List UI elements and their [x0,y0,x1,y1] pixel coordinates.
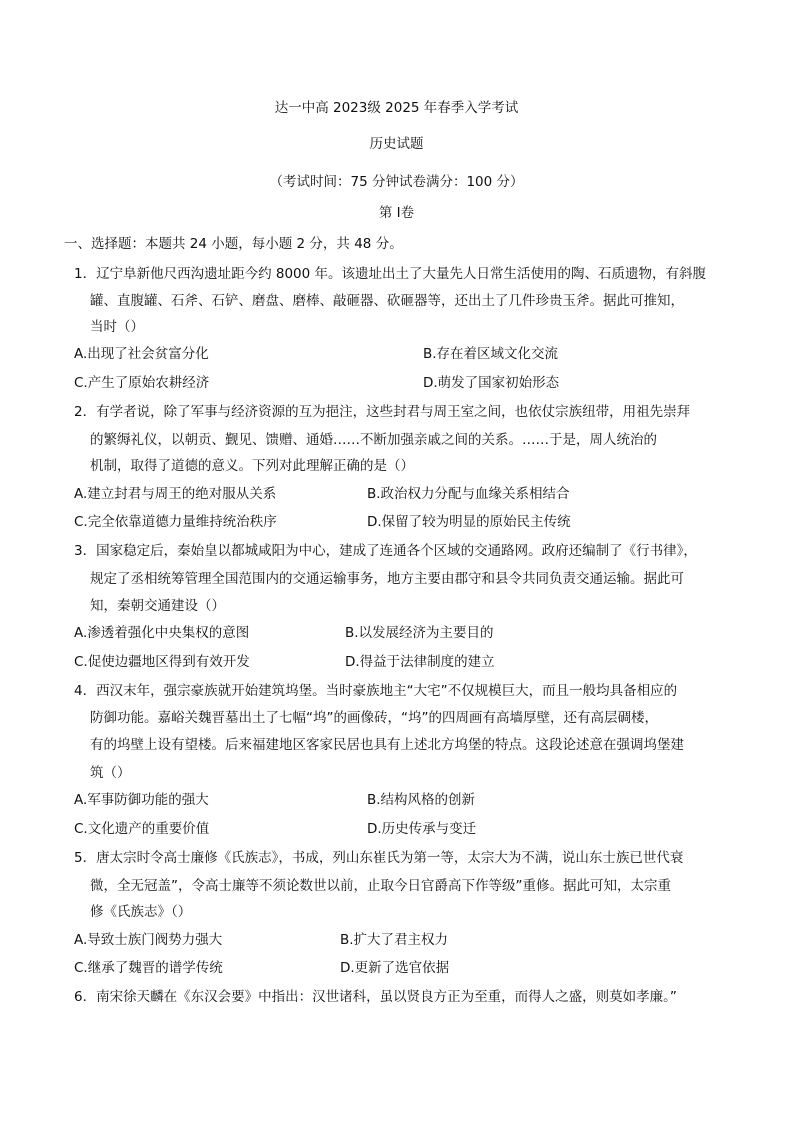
question-text: 筑（） [90,765,131,781]
option-b[interactable]: B.以发展经济为主要目的 [345,625,494,641]
option-c[interactable]: C.产生了原始农耕经济 [74,375,210,391]
question-text: 1．辽宁阜新他尺西沟遗址距今约 8000 年。该遗址出土了大量先人日常生活使用的陶、石质遗物，有斜腹 [74,266,707,282]
option-d[interactable]: D.更新了选官依据 [340,960,450,976]
exam-title: 达一中高 2023级 2025 年春季入学考试 [274,100,519,116]
option-b[interactable]: B.存在着区域文化交流 [423,346,559,362]
option-a[interactable]: A.建立封君与周王的绝对服从关系 [74,486,277,502]
question-text: 的繁缛礼仪，以朝贡、觐见、馈赠、通婚……不断加强亲戚之间的关系。……于是，周人统治的 [90,432,657,448]
volume-label: 第 I卷 [378,205,415,221]
question-text: 微，全无冠盖”，令高士廉等不须论数世以前，止取今日官爵高下作等级”重修。据此可知，太宗重 [90,878,671,894]
option-a[interactable]: A.出现了社会贫富分化 [74,346,209,362]
option-b[interactable]: B.政治权力分配与血缘关系相结合 [367,486,570,502]
option-d[interactable]: D.保留了较为明显的原始民主传统 [367,514,571,530]
option-a[interactable]: A.军事防御功能的强大 [74,792,209,808]
question-text: 机制，取得了道德的意义。下列对此理解正确的是（） [90,458,414,474]
question-text: 6．南宋徐天麟在《东汉会要》中指出：汉世诸科，虽以贤良方正为至重，而得人之盛，则莫如孝廉。” [74,989,677,1005]
option-a[interactable]: A.导致士族门阀势力强大 [74,932,223,948]
question-text: 有的坞壁上设有望楼。后来福建地区客家民居也具有上述北方坞堡的特点。这段论述意在强调坞堡建 [90,737,684,753]
question-text: 修《氏族志》（） [90,904,192,920]
section-heading: 一、选择题：本题共 24 小题，每小题 2 分，共 48 分。 [64,236,403,252]
option-d[interactable]: D.萌发了国家初始形态 [423,375,560,391]
option-c[interactable]: C.促使边疆地区得到有效开发 [74,654,250,670]
option-d[interactable]: D.历史传承与变迁 [367,821,477,837]
question-text: 4．西汉末年，强宗豪族就开始建筑坞堡。当时豪族地主“大宅”不仅规模巨大，而且一般均具备相应的 [74,683,678,699]
question-text: 2．有学者说，除了军事与经济资源的互为挹注，这些封君与周王室之间，也依仗宗族纽带，用祖先崇拜 [74,404,691,420]
option-c[interactable]: C.文化遗产的重要价值 [74,821,210,837]
question-text: 防御功能。嘉峪关魏晋墓出土了七幅“坞”的画像砖，“坞”的四周画有高墙厚壁，还有高层碉楼， [90,710,658,726]
subject-title: 历史试题 [369,136,424,152]
exam-info: （考试时间：75 分钟试卷满分：100 分） [269,174,524,190]
option-c[interactable]: C.完全依靠道德力量维持统治秩序 [74,514,277,530]
option-a[interactable]: A.渗透着强化中央集权的意图 [74,625,250,641]
option-b[interactable]: B.扩大了君主权力 [340,932,449,948]
question-text: 当时（） [90,319,144,335]
option-d[interactable]: D.得益于法律制度的建立 [345,654,495,670]
question-text: 知，秦朝交通建设（） [90,598,225,614]
option-b[interactable]: B.结构风格的创新 [367,792,476,808]
question-text: 3．国家稳定后，秦始皇以都城咸阳为中心，建成了连通各个区域的交通路网。政府还编制了《行书律》， [74,543,697,559]
question-text: 5．唐太宗时令高士廉修《氏族志》，书成，列山东崔氏为第一等，太宗大为不满，说山东士族已世代衰 [74,850,684,866]
question-text: 罐、直腹罐、石斧、石铲、磨盘、磨棒、敲砸器、砍砸器等，还出土了几件珍贵玉斧。据此可推知， [90,293,684,309]
option-c[interactable]: C.继承了魏晋的谱学传统 [74,960,223,976]
question-text: 规定了丞相统筹管理全国范围内的交通运输事务，地方主要由郡守和县令共同负责交通运输。据此可 [90,571,684,587]
